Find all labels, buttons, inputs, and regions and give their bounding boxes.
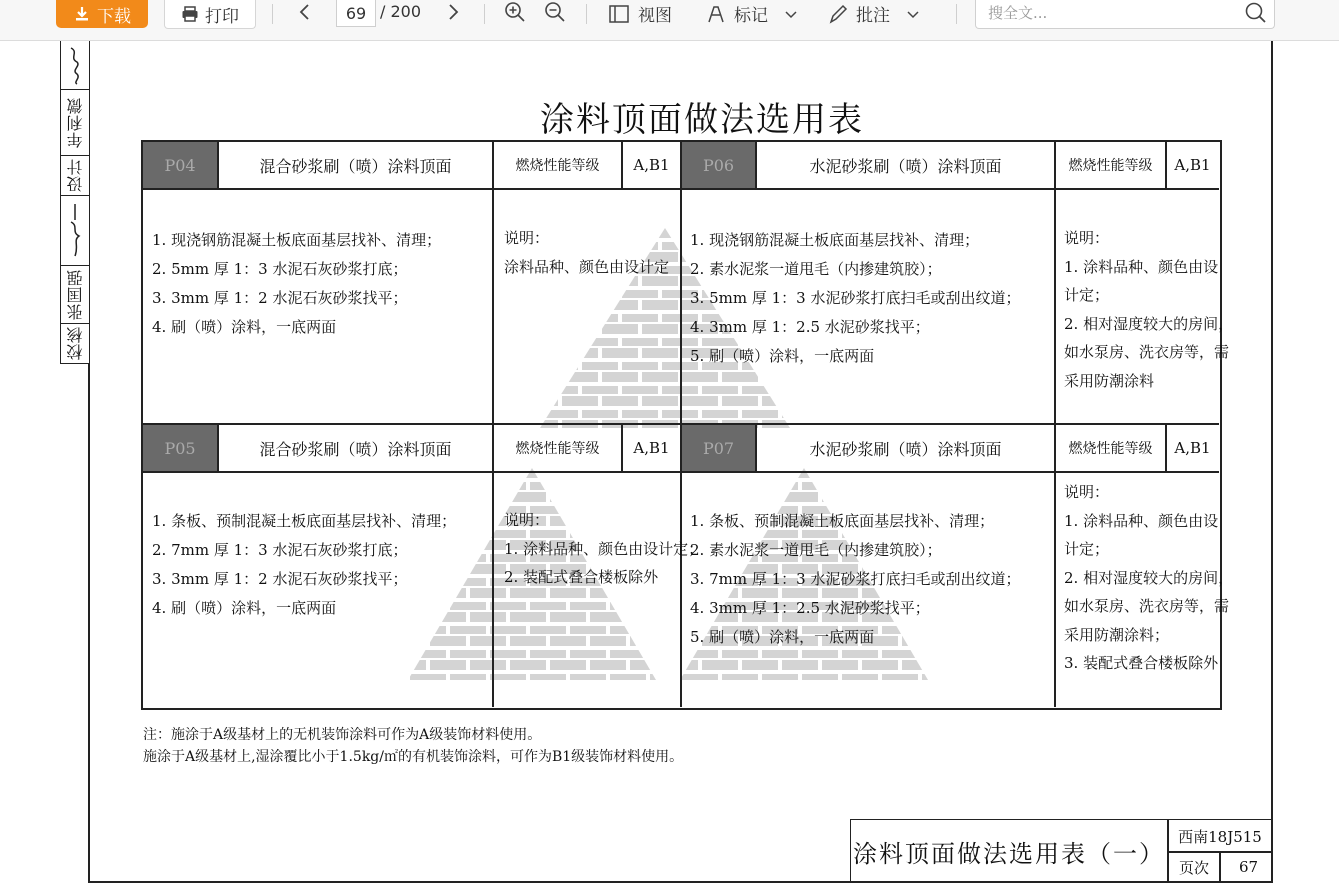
construction-steps	[152, 507, 456, 623]
section-name: 混合砂浆刷（喷）涂料顶面	[259, 156, 452, 176]
section-code: P04	[143, 142, 217, 188]
title-block	[850, 819, 1272, 882]
list-item: 4. 刷（喷）涂料，一底两面	[152, 318, 337, 336]
page-title: 涂料顶面做法选用表	[540, 100, 864, 140]
list-item: 采用防潮涂料；	[1064, 625, 1170, 644]
zoom-in-button[interactable]	[504, 1, 526, 23]
list-item: 说明：	[504, 511, 550, 529]
section-notes	[504, 506, 703, 592]
fire-rating-value: A,B1	[1174, 156, 1211, 174]
toolbar-divider	[484, 4, 485, 24]
section-name: 水泥砂浆刷（喷）涂料顶面	[809, 439, 1002, 459]
footnote-line: 注：施涂于A级基材上的无机装饰涂料可作为A级装饰材料使用。	[143, 727, 542, 743]
list-item: 2. 7mm 厚 1：3 水泥石灰砂浆打底；	[152, 541, 408, 559]
page-total: / 200	[380, 2, 422, 21]
fire-rating-label: 燃烧性能等级	[1068, 158, 1153, 174]
fire-rating-value: A,B1	[1174, 439, 1211, 457]
list-item: 说明：	[1064, 229, 1110, 247]
section-notes	[1064, 478, 1233, 678]
list-item: 2. 装配式叠合楼板除外	[504, 568, 659, 586]
design-cell	[61, 155, 89, 196]
highlighter-icon	[706, 3, 726, 25]
list-item: 5. 刷（喷）涂料，一底两面	[690, 628, 875, 646]
list-item: 3. 3mm 厚 1：2 水泥石灰砂浆找平；	[152, 289, 408, 307]
annotate-menu-button[interactable]	[828, 1, 920, 26]
list-item: 3. 7mm 厚 1：3 水泥砂浆打底扫毛或刮出纹道；	[690, 570, 1021, 588]
toolbar	[0, 0, 1339, 41]
list-item: 3. 装配式叠合楼板除外	[1064, 654, 1219, 672]
section-notes	[1064, 224, 1233, 395]
fire-rating-label: 燃烧性能等级	[1068, 441, 1153, 457]
print-label: 打印	[205, 6, 239, 27]
download-icon	[73, 5, 91, 23]
fire-rating-value: A,B1	[633, 439, 670, 457]
zoom-in-icon	[504, 1, 526, 23]
download-button[interactable]	[56, 0, 148, 28]
approver-cell	[61, 89, 89, 156]
search-icon[interactable]	[1244, 1, 1268, 25]
toolbar-divider	[272, 4, 273, 24]
list-item: 4. 3mm 厚 1：2.5 水泥砂浆找平；	[690, 599, 930, 617]
list-item: 2. 相对湿度较大的房间，	[1064, 568, 1234, 587]
signature	[65, 200, 85, 260]
next-page-button[interactable]	[444, 2, 462, 22]
table-rule	[680, 141, 682, 707]
list-item: 计定；	[1064, 540, 1110, 558]
view-menu-button[interactable]	[608, 1, 672, 26]
title-block-title: 涂料顶面做法选用表（一）	[853, 839, 1165, 868]
signature-cell	[61, 41, 89, 90]
list-item: 1. 涂料品种、颜色由设	[1064, 257, 1219, 276]
toolbar-divider	[586, 4, 587, 24]
chevron-down-icon	[906, 7, 920, 21]
section-name: 水泥砂浆刷（喷）涂料顶面	[809, 156, 1002, 176]
fire-rating-label: 燃烧性能等级	[515, 158, 600, 174]
list-item: 2. 素水泥浆一道甩毛（内掺建筑胶）；	[690, 260, 942, 278]
mark-label: 标记	[734, 6, 768, 26]
construction-steps	[690, 226, 1020, 371]
chevron-left-icon	[296, 2, 314, 22]
list-item: 4. 3mm 厚 1：2.5 水泥砂浆找平；	[690, 318, 930, 336]
view-label: 视图	[638, 6, 672, 26]
search-input[interactable]	[975, 0, 1275, 29]
section-code: P07	[682, 425, 755, 471]
list-item: 2. 5mm 厚 1：3 水泥石灰砂浆打底；	[152, 260, 408, 278]
list-item: 1. 现浇钢筋混凝土板底面基层找补、清理；	[690, 231, 980, 249]
list-item: 计定；	[1064, 286, 1110, 304]
footnote-line: 施涂于A级基材上,湿涂覆比小于1.5kg/㎡的有机装饰涂料，可作为B1级装饰材料使用。	[143, 749, 684, 765]
table-rule	[1054, 141, 1056, 707]
printer-icon	[181, 5, 199, 23]
list-item: 如水泵房、洗衣房等，需	[1064, 597, 1230, 615]
page-label: 页次	[1178, 858, 1209, 877]
page-value: 67	[1238, 858, 1259, 876]
search-placeholder: 搜全文...	[988, 4, 1048, 22]
list-item: 如水泵房、洗衣房等，需	[1064, 343, 1230, 361]
list-item: 采用防潮涂料	[1064, 371, 1155, 390]
list-item: 2. 相对湿度较大的房间，	[1064, 314, 1234, 333]
list-item: 5. 刷（喷）涂料，一底两面	[690, 347, 875, 365]
list-item: 3. 3mm 厚 1：2 水泥石灰砂浆找平；	[152, 570, 408, 588]
list-item: 1. 条板、预制混凝土板底面基层找补、清理；	[152, 512, 457, 530]
list-item: 1. 涂料品种、颜色由设计定；	[504, 539, 704, 558]
approver-label: 年利微	[65, 96, 85, 148]
list-item: 涂料品种、颜色由设计定	[504, 257, 670, 276]
section-notes	[504, 224, 669, 281]
title-block-rule	[1219, 851, 1221, 882]
list-item: 说明：	[1064, 483, 1110, 501]
section-code: P05	[143, 425, 217, 471]
section-code: P06	[682, 142, 755, 188]
list-item: 4. 刷（喷）涂料，一底两面	[152, 599, 337, 617]
checker-name-cell	[61, 265, 89, 324]
check-label: 校核	[65, 326, 85, 360]
atlas-number: 西南18J515	[1178, 827, 1262, 846]
checker-name: 张国强	[65, 268, 85, 320]
footnote	[143, 724, 683, 768]
book-icon	[608, 3, 630, 25]
list-item: 1. 现浇钢筋混凝土板底面基层找补、清理；	[152, 231, 442, 249]
section-name: 混合砂浆刷（喷）涂料顶面	[259, 439, 452, 459]
annotate-label: 批注	[856, 6, 890, 26]
list-item: 3. 5mm 厚 1：3 水泥砂浆打底扫毛或刮出纹道；	[690, 289, 1021, 307]
chevron-down-icon	[784, 7, 798, 21]
fire-rating-label: 燃烧性能等级	[515, 441, 600, 457]
page-number-input[interactable]: 69	[336, 0, 376, 27]
toolbar-divider	[956, 4, 957, 24]
fire-rating-value: A,B1	[633, 156, 670, 174]
zoom-out-icon	[544, 1, 566, 23]
check-cell	[61, 323, 89, 363]
signature	[65, 44, 85, 86]
mark-menu-button[interactable]	[706, 1, 798, 26]
prev-page-button[interactable]	[296, 2, 314, 22]
zoom-out-button[interactable]	[544, 1, 566, 23]
approval-strip	[60, 41, 90, 364]
list-item: 2. 素水泥浆一道甩毛（内掺建筑胶）；	[690, 541, 942, 559]
signature-cell	[61, 195, 89, 266]
list-item: 1. 涂料品种、颜色由设	[1064, 511, 1219, 530]
chevron-right-icon	[444, 2, 462, 22]
list-item: 1. 条板、预制混凝土板底面基层找补、清理；	[690, 512, 995, 530]
download-label: 下载	[97, 6, 131, 27]
print-button[interactable]	[164, 0, 256, 29]
drawing-frame-right	[1271, 41, 1273, 883]
pen-icon	[828, 3, 848, 25]
table-rule	[492, 141, 494, 707]
list-item: 说明：	[504, 229, 550, 247]
construction-steps	[152, 226, 441, 342]
construction-steps	[690, 507, 1020, 652]
design-label: 设计	[65, 158, 85, 192]
